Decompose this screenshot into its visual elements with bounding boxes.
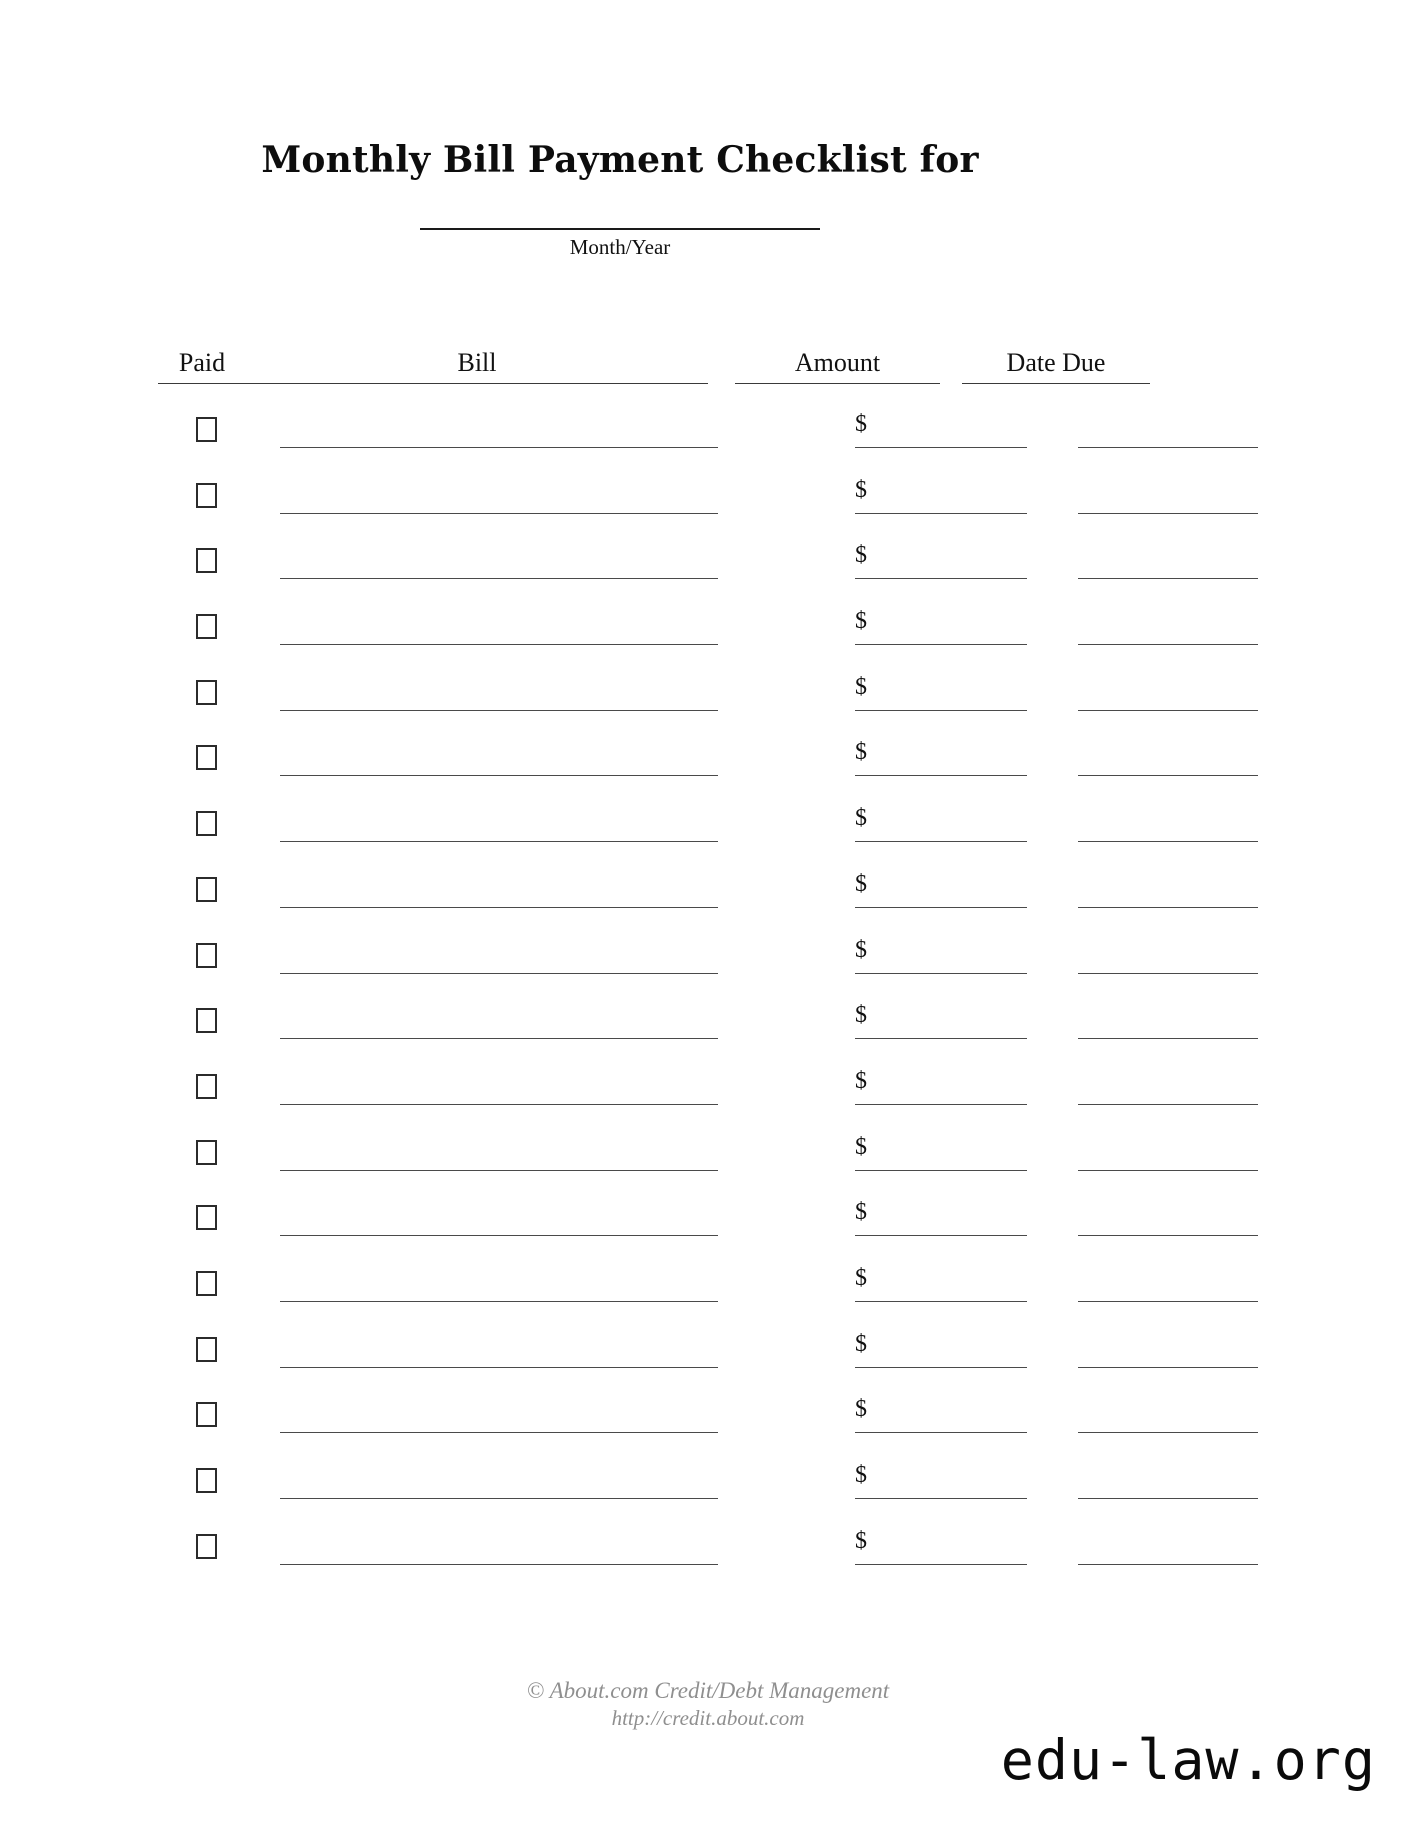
table-row — [0, 1393, 1416, 1459]
amount-cell — [855, 605, 1055, 647]
amount-input-line[interactable] — [855, 513, 1027, 514]
date-due-input-line[interactable] — [1078, 1170, 1258, 1171]
amount-input-line[interactable] — [855, 1038, 1027, 1039]
amount-cell — [855, 999, 1055, 1041]
amount-cell — [855, 1525, 1055, 1567]
currency-symbol: $ — [855, 870, 867, 897]
table-row — [0, 999, 1416, 1065]
amount-cell — [855, 1131, 1055, 1173]
paid-checkbox[interactable] — [196, 548, 217, 573]
currency-symbol: $ — [855, 1002, 867, 1029]
currency-symbol: $ — [855, 1199, 867, 1226]
footer-credit: © About.com Credit/Debt Management — [526, 1678, 890, 1703]
date-due-input-line[interactable] — [1078, 907, 1258, 908]
paid-checkbox[interactable] — [196, 1534, 217, 1559]
amount-input-line[interactable] — [855, 1564, 1027, 1565]
currency-symbol: $ — [855, 1264, 867, 1291]
table-row — [0, 1196, 1416, 1262]
bill-input-line[interactable] — [280, 1498, 718, 1499]
table-row — [0, 539, 1416, 605]
table-row — [0, 605, 1416, 671]
date-due-input-line[interactable] — [1078, 447, 1258, 448]
column-header-amount: Amount — [735, 348, 940, 384]
currency-symbol: $ — [855, 1527, 867, 1554]
bill-input-line[interactable] — [280, 775, 718, 776]
paid-checkbox[interactable] — [196, 1337, 217, 1362]
table-row — [0, 671, 1416, 737]
date-due-input-line[interactable] — [1078, 1301, 1258, 1302]
currency-symbol: $ — [855, 739, 867, 766]
amount-cell — [855, 474, 1055, 516]
bill-input-line[interactable] — [280, 1104, 718, 1105]
bill-input-line[interactable] — [280, 1564, 718, 1565]
amount-cell — [855, 671, 1055, 713]
paid-checkbox[interactable] — [196, 1468, 217, 1493]
paid-checkbox[interactable] — [196, 811, 217, 836]
currency-symbol: $ — [855, 1396, 867, 1423]
amount-cell — [855, 1262, 1055, 1304]
month-year-label: Month/Year — [569, 235, 671, 259]
amount-cell — [855, 868, 1055, 910]
table-row — [0, 1328, 1416, 1394]
table-row — [0, 1131, 1416, 1197]
column-header-bill: Bill — [246, 348, 708, 384]
amount-input-line[interactable] — [855, 644, 1027, 645]
month-year-input-line[interactable] — [420, 228, 820, 230]
paid-checkbox[interactable] — [196, 877, 217, 902]
amount-cell — [855, 1328, 1055, 1370]
amount-input-line[interactable] — [855, 1301, 1027, 1302]
paid-checkbox[interactable] — [196, 417, 217, 442]
date-due-input-line[interactable] — [1078, 710, 1258, 711]
paid-checkbox[interactable] — [196, 614, 217, 639]
bill-input-line[interactable] — [280, 1038, 718, 1039]
date-due-input-line[interactable] — [1078, 1104, 1258, 1105]
bill-input-line[interactable] — [280, 841, 718, 842]
bill-input-line[interactable] — [280, 973, 718, 974]
date-due-input-line[interactable] — [1078, 1367, 1258, 1368]
amount-cell — [855, 408, 1055, 450]
paid-checkbox[interactable] — [196, 483, 217, 508]
amount-cell — [855, 539, 1055, 581]
bill-input-line[interactable] — [280, 1170, 718, 1171]
bill-input-line[interactable] — [280, 1367, 718, 1368]
paid-checkbox[interactable] — [196, 1271, 217, 1296]
table-row — [0, 408, 1416, 474]
bill-input-line[interactable] — [280, 644, 718, 645]
paid-checkbox[interactable] — [196, 1140, 217, 1165]
amount-input-line[interactable] — [855, 907, 1027, 908]
currency-symbol: $ — [855, 936, 867, 963]
paid-checkbox[interactable] — [196, 1008, 217, 1033]
date-due-input-line[interactable] — [1078, 1432, 1258, 1433]
column-header-date-due: Date Due — [962, 348, 1150, 384]
date-due-input-line[interactable] — [1078, 1498, 1258, 1499]
month-year-block — [420, 228, 820, 259]
amount-input-line[interactable] — [855, 775, 1027, 776]
table-row — [0, 934, 1416, 1000]
watermark: edu-law.org — [1000, 1728, 1376, 1792]
date-due-input-line[interactable] — [1078, 644, 1258, 645]
paid-checkbox[interactable] — [196, 943, 217, 968]
currency-symbol: $ — [855, 1330, 867, 1357]
amount-cell — [855, 1459, 1055, 1501]
table-row — [0, 1065, 1416, 1131]
table-row — [0, 1262, 1416, 1328]
date-due-input-line[interactable] — [1078, 841, 1258, 842]
currency-symbol: $ — [855, 1133, 867, 1160]
table-row — [0, 474, 1416, 540]
amount-input-line[interactable] — [855, 710, 1027, 711]
currency-symbol: $ — [855, 608, 867, 635]
footer — [0, 1676, 1416, 1732]
column-header-paid: Paid — [158, 348, 246, 384]
amount-input-line[interactable] — [855, 578, 1027, 579]
date-due-input-line[interactable] — [1078, 1235, 1258, 1236]
amount-input-line[interactable] — [855, 841, 1027, 842]
amount-cell — [855, 1393, 1055, 1435]
currency-symbol: $ — [855, 542, 867, 569]
table-rows — [0, 408, 1416, 1590]
paid-checkbox[interactable] — [196, 1402, 217, 1427]
amount-input-line[interactable] — [855, 1367, 1027, 1368]
footer-url: http://credit.about.com — [611, 1706, 805, 1731]
date-due-input-line[interactable] — [1078, 513, 1258, 514]
paid-checkbox[interactable] — [196, 1074, 217, 1099]
table-row — [0, 736, 1416, 802]
date-due-input-line[interactable] — [1078, 1038, 1258, 1039]
date-due-input-line[interactable] — [1078, 973, 1258, 974]
amount-cell — [855, 1196, 1055, 1238]
paid-checkbox[interactable] — [196, 745, 217, 770]
bill-input-line[interactable] — [280, 513, 718, 514]
currency-symbol: $ — [855, 1462, 867, 1488]
table-row — [0, 802, 1416, 868]
amount-input-line[interactable] — [855, 973, 1027, 974]
amount-cell — [855, 1065, 1055, 1107]
table-row — [0, 868, 1416, 934]
table-row — [0, 1459, 1416, 1525]
paid-checkbox[interactable] — [196, 1205, 217, 1230]
paid-checkbox[interactable] — [196, 680, 217, 705]
bill-input-line[interactable] — [280, 907, 718, 908]
page-title: Monthly Bill Payment Checklist for — [261, 139, 979, 181]
bill-input-line[interactable] — [280, 710, 718, 711]
bill-input-line[interactable] — [280, 447, 718, 448]
bill-input-line[interactable] — [280, 578, 718, 579]
amount-cell — [855, 934, 1055, 976]
amount-input-line[interactable] — [855, 1432, 1027, 1433]
table-row — [0, 1525, 1416, 1591]
currency-symbol: $ — [855, 673, 867, 700]
table-header-row — [0, 348, 1416, 388]
date-due-input-line[interactable] — [1078, 578, 1258, 579]
bill-input-line[interactable] — [280, 1432, 718, 1433]
date-due-input-line[interactable] — [1078, 1564, 1258, 1565]
amount-cell — [855, 736, 1055, 778]
bill-input-line[interactable] — [280, 1235, 718, 1236]
currency-symbol: $ — [855, 1067, 867, 1094]
amount-input-line[interactable] — [855, 447, 1027, 448]
amount-cell — [855, 802, 1055, 844]
currency-symbol: $ — [855, 805, 867, 832]
amount-input-line[interactable] — [855, 1498, 1027, 1499]
amount-input-line[interactable] — [855, 1235, 1027, 1236]
amount-input-line[interactable] — [855, 1104, 1027, 1105]
date-due-input-line[interactable] — [1078, 775, 1258, 776]
bill-input-line[interactable] — [280, 1301, 718, 1302]
currency-symbol: $ — [855, 411, 867, 437]
amount-input-line[interactable] — [855, 1170, 1027, 1171]
currency-symbol: $ — [855, 476, 867, 503]
